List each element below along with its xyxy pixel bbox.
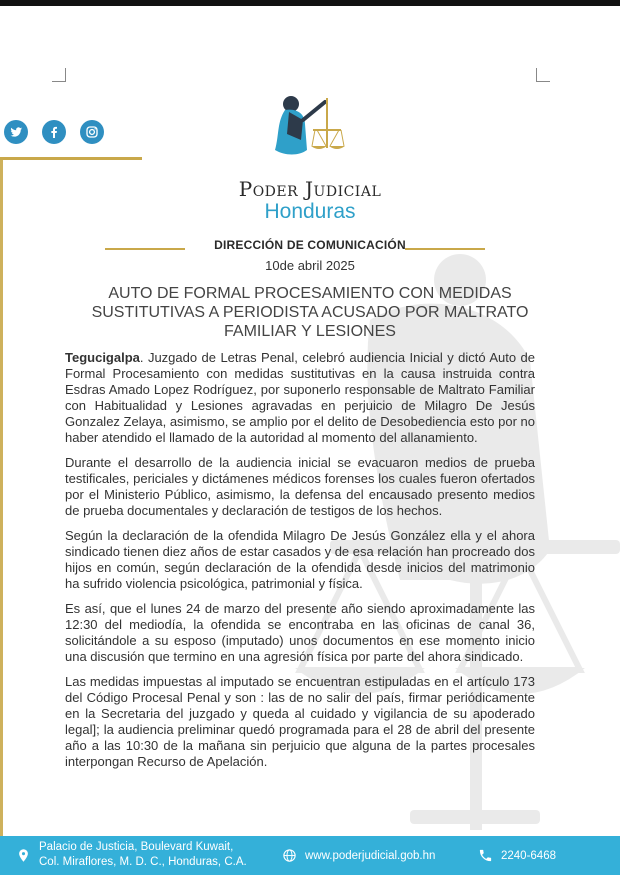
paragraph-2: Durante el desarrollo de la audiencia inicial se evacuaron medios de prueba testificales, periciales y dictámenes médicos forenses los cuales fueron ofertados por el Ministerio Público, asimismo, la defensa del encausado presento medios de prueba documentales y declaración de testigos de los hechos. xyxy=(65,455,535,518)
paragraph-4: Es así, que el lunes 24 de marzo del presente año siendo aproximadamente las 12:30 del mediodía, la ofendida se encontraba en las oficinas de canal 36, solicitándole a su esposo (imputado) unos documentos en ese momento inicio una discusión que termino en una agresión física por parte del ahora sindicado. xyxy=(65,601,535,664)
dateline: Tegucigalpa xyxy=(65,350,140,365)
footer-website[interactable] xyxy=(282,848,435,863)
website-link[interactable]: www.poderjudicial.gob.hn xyxy=(305,849,436,862)
globe-icon xyxy=(282,848,297,863)
department-title: DIRECCIÓN DE COMUNICACIÓN xyxy=(214,238,406,252)
footer-address xyxy=(16,840,266,870)
address-line-2: Col. Miraflores, M. D. C., Honduras, C.A. xyxy=(39,856,247,868)
brand-country: Honduras xyxy=(264,200,356,223)
document-body xyxy=(65,350,535,779)
paragraph-5: Las medidas impuestas al imputado se encuentran estipuladas en el artículo 173 del Código Procesal Penal y son : las de no salir del país, firmar periódicamente en la Secretaria del juzgado y queda al cuidado y vigilancia de su apoderado legal]; la audiencia preliminar quedó programada para el 28 de abril del presente año a las 10:30 de la mañana sin perjuicio que alguna de la partes procesales interpongan Recurso de Apelación. xyxy=(65,674,535,769)
paragraph-1-text: . Juzgado de Letras Penal, celebró audiencia Inicial y dictó Auto de Formal Procesamiento con medidas sustitutivas en la causa instruida contra Esdras Amado Lopez Rodríguez, por suponerlo responsable de Maltrato Familiar con Habitualidad y Lesiones agravadas en perjuicio de Milagro De Jesús Gonzalez Zelaya, asimismo, se amplio por el delito de Desobediencia esto por no haber atendido el llamado de la autoridad al momento del allanamiento. xyxy=(65,350,535,445)
phone-icon xyxy=(478,848,493,863)
brand-name: Poder Judicial xyxy=(238,177,382,201)
footer-phone xyxy=(478,848,556,863)
address-line-1: Palacio de Justicia, Boulevard Kuwait, xyxy=(39,841,234,853)
phone-number: 2240-6468 xyxy=(501,849,556,862)
paragraph-3: Según la declaración de la ofendida Milagro De Jesús González ella y el ahora sindicado tienen diez años de estar casados y de esa relación han procreado dos hijos en común, según declaración de la ofendida desde inicios del matrimonio ha sufrido violencia psicológica, patrimonial y física. xyxy=(65,528,535,591)
press-date: 10de abril 2025 xyxy=(265,258,355,273)
page-title: AUTO DE FORMAL PROCESAMIENTO CON MEDIDAS SUSTITUTIVAS A PERIODISTA ACUSADO POR MALTRATO FAMILIAR Y LESIONES xyxy=(91,285,529,340)
paragraph-1 xyxy=(65,350,535,446)
location-pin-icon xyxy=(16,848,31,863)
footer-bar xyxy=(0,836,620,875)
